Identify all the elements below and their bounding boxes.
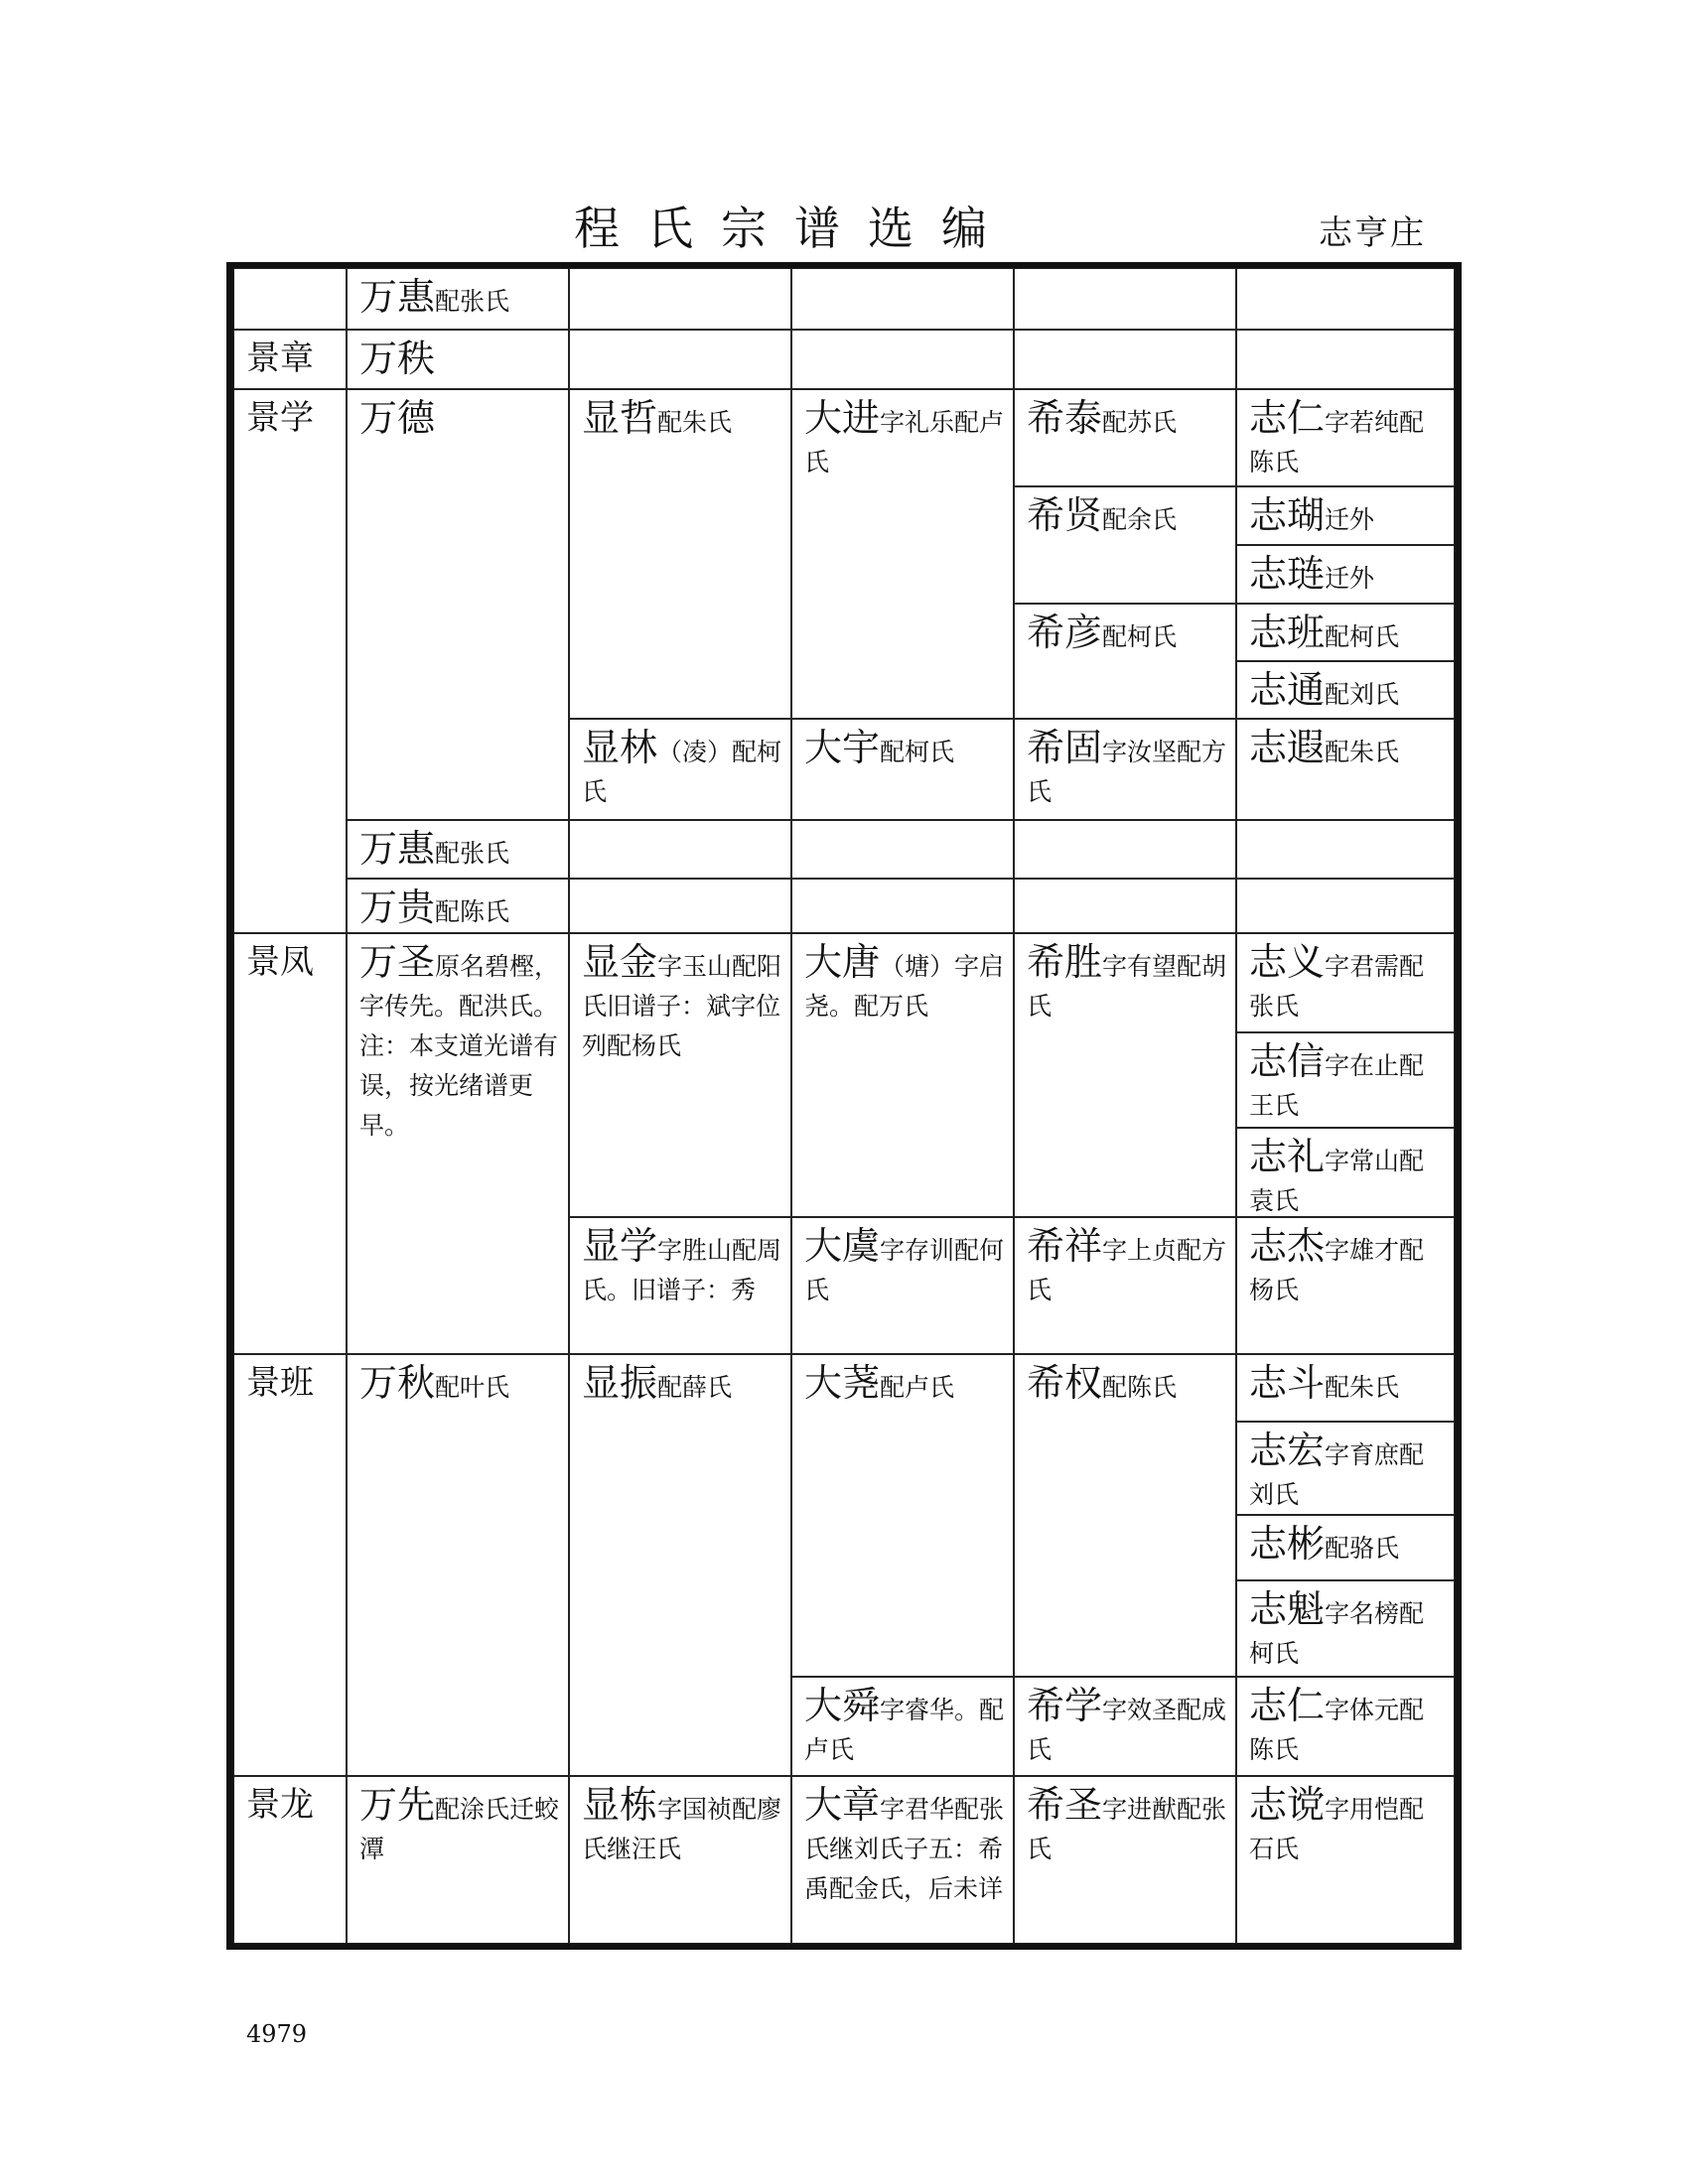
person-note: 字在止配王氏	[1249, 1051, 1425, 1120]
person-cell	[347, 330, 569, 389]
person-cell	[1014, 719, 1236, 820]
person-note: 配陈氏	[435, 897, 510, 926]
person-cell	[569, 1354, 791, 1776]
person-cell	[1236, 1217, 1455, 1354]
person-cell	[1236, 1515, 1455, 1580]
person-note: 配柯氏	[1325, 622, 1400, 651]
person-cell	[347, 268, 569, 330]
person-note: 字进猷配张氏	[1027, 1795, 1227, 1863]
person-note: 配张氏	[435, 287, 510, 316]
person-note: 配张氏	[435, 839, 510, 868]
person-note: 字有望配胡氏	[1027, 952, 1227, 1021]
person-note: 字君华配张氏继刘氏子五：希禹配金氏，后未详	[804, 1795, 1005, 1903]
person-note: 配朱氏	[1325, 1373, 1400, 1402]
person-cell	[791, 879, 1014, 933]
person-cell	[1014, 1354, 1236, 1677]
person-note: 字效圣配成氏	[1027, 1696, 1227, 1764]
person-note: 字胜山配周氏。旧谱子：秀	[582, 1236, 782, 1304]
person-name: 万秩	[359, 337, 436, 380]
person-cell	[1236, 1128, 1455, 1217]
person-name: 志琏	[1249, 552, 1326, 596]
person-note: （塘）字启尧。配万氏	[804, 952, 1005, 1021]
person-cell	[791, 719, 1014, 820]
person-name: 志魁	[1249, 1587, 1326, 1631]
person-name: 万惠	[359, 275, 436, 319]
person-note: 字玉山配阳氏旧谱子：斌字位列配杨氏	[582, 952, 782, 1060]
generation-name: 景凤	[246, 942, 314, 982]
person-cell	[1236, 1032, 1455, 1128]
person-cell	[1236, 661, 1455, 719]
person-cell	[1014, 268, 1236, 330]
person-note: 字常山配袁氏	[1249, 1147, 1425, 1215]
person-name: 万贵	[359, 886, 436, 929]
person-note: 配薛氏	[657, 1373, 733, 1402]
person-cell	[791, 1677, 1014, 1776]
generation-name: 景班	[246, 1363, 314, 1403]
person-note: 配余氏	[1102, 505, 1178, 534]
person-cell	[1014, 820, 1236, 879]
person-note: 字上贞配方氏	[1027, 1236, 1227, 1304]
person-name: 希胜	[1027, 940, 1103, 984]
person-name: 志礼	[1249, 1135, 1326, 1178]
person-cell	[347, 933, 569, 1354]
person-cell	[1236, 268, 1455, 330]
person-cell	[1236, 486, 1455, 545]
person-cell	[569, 879, 791, 933]
person-name: 希圣	[1027, 1783, 1103, 1827]
page-number: 4979	[246, 2020, 308, 2048]
person-name: 显振	[582, 1361, 658, 1405]
person-name: 志班	[1249, 611, 1326, 654]
person-note: 字体元配陈氏	[1249, 1696, 1425, 1764]
generation-cell	[233, 389, 347, 933]
person-note: 配卢氏	[880, 1373, 955, 1402]
person-cell	[1236, 1580, 1455, 1677]
person-note: 字君需配张氏	[1249, 952, 1425, 1021]
person-note: 配涂氏迁蛟潭	[359, 1795, 560, 1863]
person-cell	[347, 820, 569, 879]
person-name: 显栋	[582, 1783, 658, 1827]
person-name: 志遐	[1249, 726, 1326, 769]
person-note: 配骆氏	[1325, 1534, 1400, 1563]
person-name: 希固	[1027, 726, 1103, 769]
person-name: 志瑚	[1249, 493, 1326, 537]
person-cell	[1236, 545, 1455, 604]
person-name: 万圣	[359, 940, 436, 984]
person-note: 字存训配何氏	[804, 1236, 1005, 1304]
person-cell	[569, 389, 791, 719]
person-name: 万惠	[359, 827, 436, 871]
person-name: 大荛	[804, 1361, 881, 1405]
person-cell	[1014, 879, 1236, 933]
person-cell	[791, 820, 1014, 879]
person-name: 大进	[804, 396, 881, 440]
person-name: 显林	[582, 726, 658, 769]
person-note: 原名碧樫，字传先。配洪氏。注：本支道光谱有误，按光绪谱更早。	[359, 952, 560, 1140]
person-cell	[347, 1354, 569, 1776]
person-note: 配柯氏	[880, 738, 955, 766]
generation-cell	[233, 268, 347, 330]
person-note: 字国祯配廖氏继汪氏	[582, 1795, 782, 1863]
person-cell	[1236, 1422, 1455, 1515]
person-note: 字育庶配刘氏	[1249, 1440, 1425, 1509]
person-cell	[1014, 1677, 1236, 1776]
person-cell	[791, 330, 1014, 389]
person-note: 配陈氏	[1102, 1373, 1178, 1402]
person-name: 显哲	[582, 396, 658, 440]
person-name: 大舜	[804, 1684, 881, 1727]
person-name: 志斗	[1249, 1361, 1326, 1405]
person-note: 字礼乐配卢氏	[804, 408, 1005, 477]
person-cell	[1236, 820, 1455, 879]
person-cell	[1014, 486, 1236, 604]
generation-cell	[233, 1776, 347, 1944]
person-cell	[1236, 719, 1455, 820]
person-cell	[1014, 1217, 1236, 1354]
person-note: 配柯氏	[1102, 622, 1178, 651]
person-cell	[791, 1776, 1014, 1944]
person-cell	[1236, 879, 1455, 933]
person-name: 万德	[359, 396, 436, 440]
person-name: 希贤	[1027, 493, 1103, 537]
person-name: 希泰	[1027, 396, 1103, 440]
person-name: 希彦	[1027, 611, 1103, 654]
page-title: 程氏宗谱选编	[574, 202, 1015, 255]
person-cell	[1236, 604, 1455, 661]
person-name: 志彬	[1249, 1522, 1326, 1566]
person-cell	[791, 389, 1014, 719]
person-note: 迁外	[1325, 505, 1375, 534]
person-cell	[569, 330, 791, 389]
person-name: 大唐	[804, 940, 881, 984]
person-name: 志仁	[1249, 396, 1326, 440]
person-note: 配朱氏	[1325, 738, 1400, 766]
person-note: 字用恺配石氏	[1249, 1795, 1425, 1863]
person-name: 希学	[1027, 1684, 1103, 1727]
person-cell	[1236, 933, 1455, 1032]
person-cell	[569, 1217, 791, 1354]
person-name: 志义	[1249, 940, 1326, 984]
generation-cell	[233, 933, 347, 1354]
person-note: 配叶氏	[435, 1373, 510, 1402]
person-name: 大宇	[804, 726, 881, 769]
person-name: 希权	[1027, 1361, 1103, 1405]
person-cell	[569, 719, 791, 820]
person-note: 配朱氏	[657, 408, 733, 437]
person-cell	[1014, 604, 1236, 719]
generation-cell	[233, 1354, 347, 1776]
person-name: 万秋	[359, 1361, 436, 1405]
generation-name: 景章	[246, 339, 314, 378]
person-cell	[1014, 330, 1236, 389]
person-cell	[569, 268, 791, 330]
person-name: 志谠	[1249, 1783, 1326, 1827]
person-name: 显学	[582, 1224, 658, 1268]
person-note: 配刘氏	[1325, 680, 1400, 709]
person-cell	[1236, 1677, 1455, 1776]
person-cell	[569, 933, 791, 1217]
person-name: 希祥	[1027, 1224, 1103, 1268]
person-note: （凌）配柯氏	[582, 738, 782, 806]
generation-name: 景龙	[246, 1785, 314, 1825]
person-cell	[1014, 1776, 1236, 1944]
person-cell	[1236, 1776, 1455, 1944]
person-name: 志仁	[1249, 1684, 1326, 1727]
person-name: 志通	[1249, 668, 1326, 712]
person-cell	[1236, 389, 1455, 486]
person-note: 迁外	[1325, 564, 1375, 593]
person-cell	[569, 820, 791, 879]
person-name: 志宏	[1249, 1429, 1326, 1472]
person-name: 万先	[359, 1783, 436, 1827]
person-note: 字若纯配陈氏	[1249, 408, 1425, 477]
person-name: 大虞	[804, 1224, 881, 1268]
generation-name: 景学	[246, 398, 314, 438]
person-note: 配苏氏	[1102, 408, 1178, 437]
branch-name: 志亨庄	[1319, 213, 1426, 253]
person-cell	[791, 1354, 1014, 1677]
person-note: 字雄才配杨氏	[1249, 1236, 1425, 1304]
person-name: 显金	[582, 940, 658, 984]
person-cell	[1236, 330, 1455, 389]
person-cell	[791, 933, 1014, 1217]
generation-cell	[233, 330, 347, 389]
person-name: 大章	[804, 1783, 881, 1827]
person-note: 字名榜配柯氏	[1249, 1599, 1425, 1668]
person-cell	[791, 1217, 1014, 1354]
person-cell	[791, 268, 1014, 330]
person-cell	[569, 1776, 791, 1944]
person-cell	[1014, 389, 1236, 486]
person-note: 字汝坚配方氏	[1027, 738, 1227, 806]
person-cell	[347, 1776, 569, 1944]
person-cell	[1014, 933, 1236, 1217]
person-name: 志信	[1249, 1039, 1326, 1083]
person-cell	[1236, 1354, 1455, 1422]
person-cell	[347, 389, 569, 820]
person-cell	[347, 879, 569, 933]
person-name: 志杰	[1249, 1224, 1326, 1268]
person-note: 字睿华。配卢氏	[804, 1696, 1005, 1764]
